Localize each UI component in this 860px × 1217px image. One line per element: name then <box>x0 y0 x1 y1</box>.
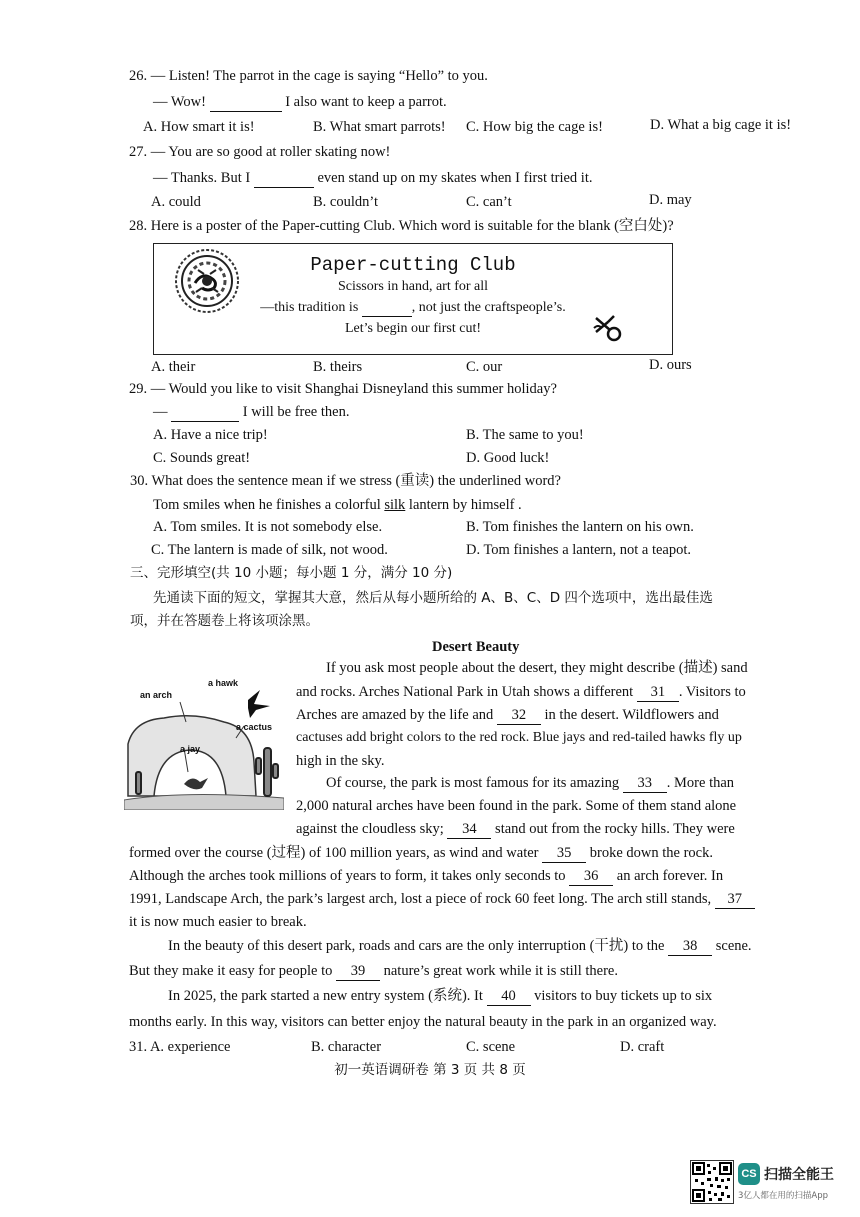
q26-option-b: B. What smart parrots! <box>313 119 446 135</box>
q30-option-d: D. Tom finishes a lantern, not a teapot. <box>466 542 692 558</box>
q27-option-c: C. can’t <box>466 194 512 210</box>
q31-option-a: 31. A. experience <box>129 1039 231 1055</box>
label-hawk: a hawk <box>208 678 239 688</box>
cloze-blank-37: 37 <box>715 890 755 909</box>
q30-sentence: Tom smiles when he finishes a colorful silk lantern by himself . <box>153 497 522 513</box>
passage-line: high in the sky. <box>296 753 385 769</box>
passage-line: formed over the course (过程) of 100 million years, as wind and water 35 broke down the rock. <box>129 845 713 861</box>
cloze-blank-35: 35 <box>542 844 586 863</box>
q26-option-d: D. What a big cage it is! <box>650 117 792 133</box>
desert-illustration <box>124 672 284 810</box>
cloze-blank-40: 40 <box>487 987 531 1006</box>
passage-line: months early. In this way, visitors can better enjoy the natural beauty in the park in an organized way. <box>129 1014 717 1030</box>
passage-line: Although the arches took millions of years to form, it takes only seconds to 36 an arch forever. In <box>129 868 724 884</box>
q30-option-a: A. Tom smiles. It is not somebody else. <box>153 519 383 535</box>
cloze-blank-32: 32 <box>497 706 541 725</box>
passage-line: In the beauty of this desert park, roads and cars are the only interruption (干扰) to the 38 scene. <box>168 938 752 954</box>
q28-option-a: A. their <box>151 359 196 375</box>
q30-option-b: B. Tom finishes the lantern on his own. <box>466 519 694 535</box>
cloze-blank-39: 39 <box>336 962 380 981</box>
passage-line: Of course, the park is most famous for its amazing 33 . More than <box>326 775 735 791</box>
page-footer: 初一英语调研卷 第 3 页 共 8 页 <box>334 1062 526 1078</box>
q28-option-b: B. theirs <box>313 359 363 375</box>
q29-dialog: — I will be free then. <box>153 404 350 420</box>
q27-dialog: — Thanks. But I even stand up on my skates when I first tried it. <box>153 170 593 186</box>
passage-line: 1991, Landscape Arch, the park’s largest arch, lost a piece of rock 60 feet long. The arch still stands, 37 <box>129 890 755 909</box>
q27-option-d: D. may <box>649 192 692 208</box>
q31-option-d: D. craft <box>620 1039 665 1055</box>
paper-cutting-poster <box>153 243 673 355</box>
answer-blank <box>254 169 314 188</box>
cloze-blank-34: 34 <box>447 820 491 839</box>
q27-option-a: A. could <box>151 194 201 210</box>
q29-option-d: D. Good luck! <box>466 450 550 466</box>
q26-stem: 26. — Listen! The parrot in the cage is saying “Hello” to you. <box>129 68 488 84</box>
passage-title: Desert Beauty <box>432 639 520 655</box>
poster-line-3: Let’s begin our first cut! <box>344 321 482 336</box>
passage-line: But they make it easy for people to 39 nature’s great work while it is still there. <box>129 963 618 979</box>
cloze-blank-36: 36 <box>569 867 613 886</box>
camscanner-logo-icon: CS <box>738 1163 760 1185</box>
watermark-app-name: 扫描全能王 <box>764 1167 834 1183</box>
passage-line: against the cloudless sky; 34 stand out from the rocky hills. They were <box>296 821 735 837</box>
underlined-word: silk <box>384 497 406 513</box>
q29-option-b: B. The same to you! <box>466 427 584 443</box>
q29-stem: 29. — Would you like to visit Shanghai Disneyland this summer holiday? <box>129 381 557 397</box>
watermark-tagline: 3亿人都在用的扫描App <box>738 1191 829 1201</box>
passage-line: Arches are amazed by the life and 32 in the desert. Wildflowers and <box>296 707 719 723</box>
answer-blank <box>210 93 282 112</box>
passage-line: 2,000 natural arches have been found in the park. Some of them stand alone <box>296 798 737 814</box>
section-heading: 三、完形填空(共 10 小题；每小题 1 分，满分 10 分) <box>130 565 453 581</box>
passage-line: If you ask most people about the desert, they might describe (描述) sand <box>326 660 748 676</box>
passage-line: it is now much easier to break. <box>129 914 307 930</box>
q26-dialog: — Wow! I also want to keep a parrot. <box>153 94 447 110</box>
q29-option-c: C. Sounds great! <box>153 450 251 466</box>
scissors-icon <box>592 312 626 342</box>
q28-stem: 28. Here is a poster of the Paper-cutting Club. Which word is suitable for the blank (空白处)? <box>129 218 674 234</box>
q27-stem: 27. — You are so good at roller skating now! <box>129 144 391 160</box>
q30-option-c: C. The lantern is made of silk, not wood. <box>151 542 388 558</box>
q29-option-a: A. Have a nice trip! <box>153 427 268 443</box>
section-instructions-2: 项，并在答题卷上将该项涂黑。 <box>130 613 319 629</box>
section-instructions-1: 先通读下面的短文，掌握其大意，然后从每小题所给的 A、B、C、D 四个选项中，选出最佳选 <box>153 590 713 606</box>
label-cactus: a cactus <box>236 722 273 732</box>
q26-option-c: C. How big the cage is! <box>466 119 603 135</box>
answer-blank <box>362 300 412 317</box>
label-arch: an arch <box>140 690 173 700</box>
cloze-blank-38: 38 <box>668 937 712 956</box>
q28-option-d: D. ours <box>649 357 692 373</box>
cloze-blank-33: 33 <box>623 774 667 793</box>
cloze-blank-31: 31 <box>637 683 679 702</box>
q30-stem: 30. What does the sentence mean if we stress (重读) the underlined word? <box>130 473 561 489</box>
q27-option-b: B. couldn’t <box>313 194 378 210</box>
passage-line: cactuses add bright colors to the red rock. Blue jays and red-tailed hawks fly up <box>296 730 742 745</box>
q31-option-c: C. scene <box>466 1039 516 1055</box>
passage-line: and rocks. Arches National Park in Utah shows a different 31 . Visitors to <box>296 684 746 700</box>
q28-option-c: C. our <box>466 359 503 375</box>
q26-option-a: A. How smart it is! <box>143 119 255 135</box>
q31-option-b: B. character <box>311 1039 382 1055</box>
answer-blank <box>171 403 239 422</box>
label-jay: a jay <box>180 744 201 754</box>
passage-line: In 2025, the park started a new entry system (系统). It 40 visitors to buy tickets up to six <box>168 988 713 1004</box>
qr-code-icon <box>690 1160 734 1204</box>
poster-line-1: Scissors in hand, art for all <box>337 279 489 294</box>
poster-title: Paper-cutting Club <box>310 254 516 276</box>
poster-line-2: —this tradition is , not just the craftspeople’s. <box>260 300 566 315</box>
